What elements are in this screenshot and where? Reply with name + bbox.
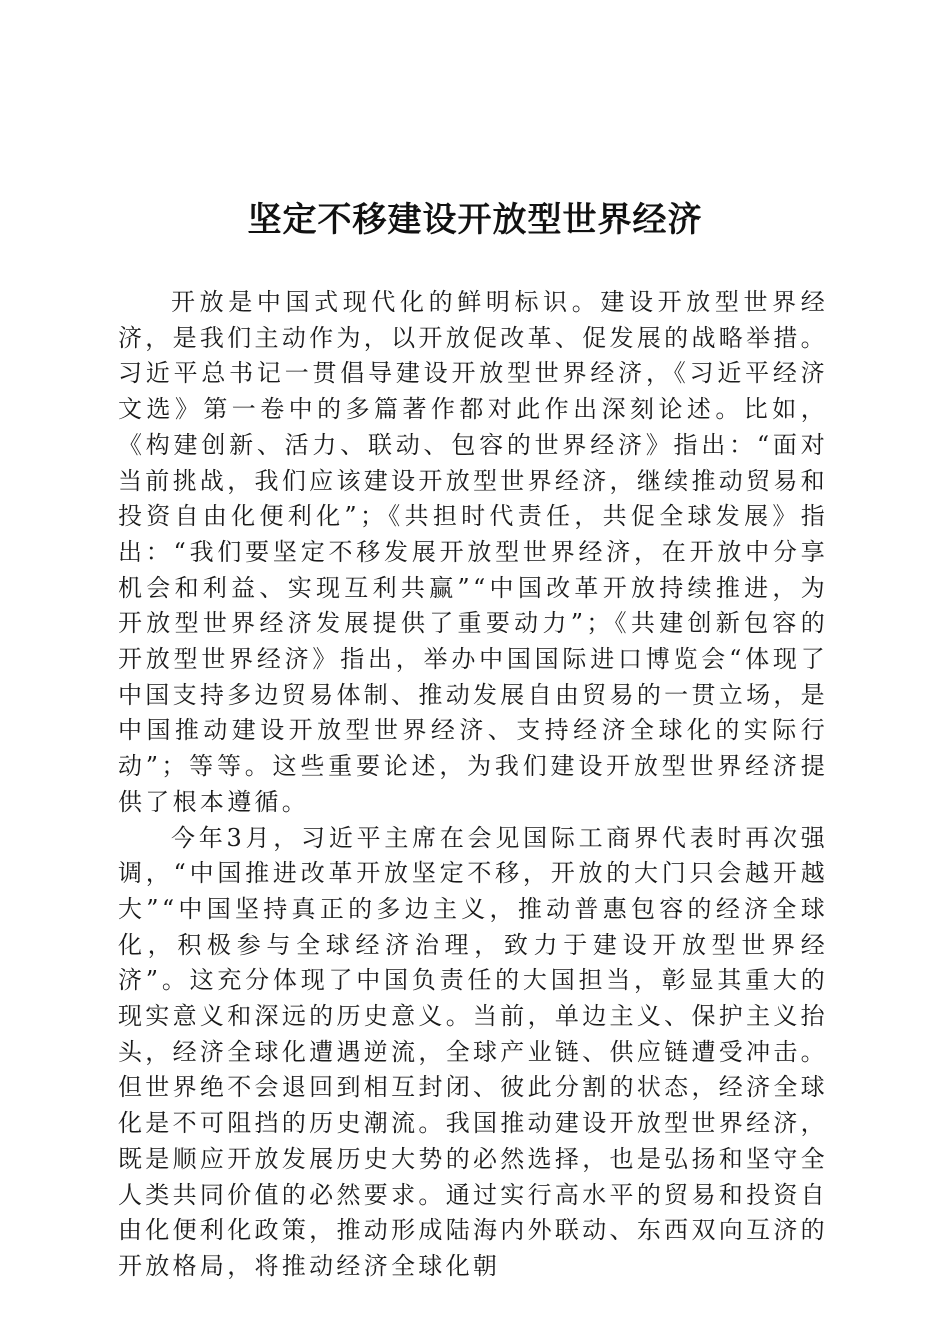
paragraph-1: 开放是中国式现代化的鲜明标识。建设开放型世界经济，是我们主动作为，以开放促改革、促发展的战略举措。习近平总书记一贯倡导建设开放型世界经济，《习近平经济文选》第一卷中的多篇著作都对此作出深刻论述。比如，《构建创新、活力、联动、包容的世界经济》指出：“面对当前挑战，我们应该建设开放型世界经济，继续推动贸易和投资自由化便利化”；《共担时代责任，共促全球发展》指出：“我们要坚定不移发展开放型世界经济，在开放中分享机会和利益、实现互利共赢”“中国改革开放持续推进，为开放型世界经济发展提供了重要动力”；《共建创新包容的开放型世界经济》指出，举办中国国际进口博览会“体现了中国支持多边贸易体制、推动发展自由贸易的一贯立场，是中国推动建设开放型世界经济、支持经济全球化的实际行动”；等等。这些重要论述，为我们建设开放型世界经济提供了根本遵循。: [118, 288, 828, 816]
paragraph-2: 今年3月，习近平主席在会见国际工商界代表时再次强调，“中国推进改革开放坚定不移，开放的大门只会越开越大”“中国坚持真正的多边主义，推动普惠包容的经济全球化，积极参与全球经济治理，致力于建设开放型世界经济”。这充分体现了中国负责任的大国担当，彰显其重大的现实意义和深远的历史意义。当前，单边主义、保护主义抬头，经济全球化遭遇逆流，全球产业链、供应链遭受冲击。但世界绝不会退回到相互封闭、彼此分割的状态，经济全球化是不可阻挡的历史潮流。我国推动建设开放型世界经济，既是顺应开放发展历史大势的必然选择，也是弘扬和坚守全人类共同价值的必然要求。通过实行高水平的贸易和投资自由化便利化政策，推动形成陆海内外联动、东西双向互济的开放格局，将推动经济全球化朝: [118, 823, 828, 1280]
document-title: 坚定不移建设开放型世界经济: [247, 200, 703, 240]
document-body: [118, 285, 828, 1285]
